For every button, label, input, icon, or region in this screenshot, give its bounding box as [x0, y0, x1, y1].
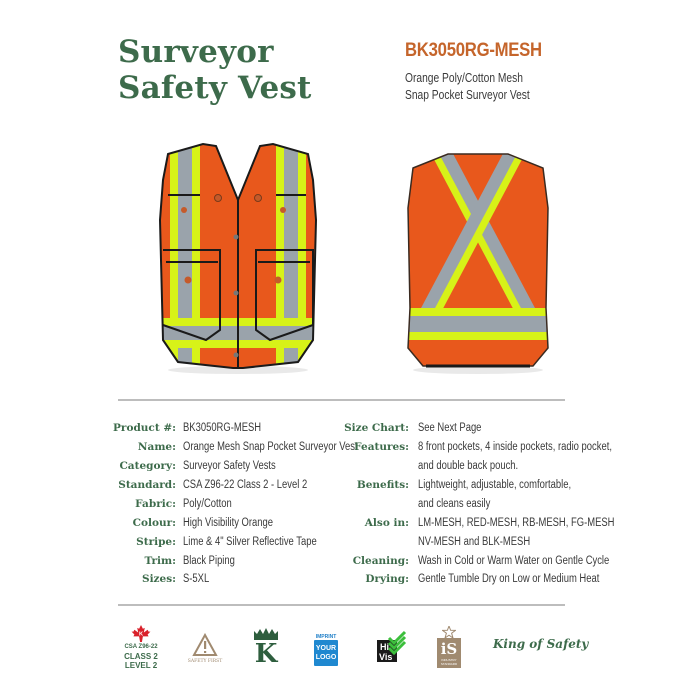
spec-value: S-5XL — [183, 573, 210, 585]
king-k-logo — [252, 626, 280, 670]
vest-front-image — [148, 140, 328, 375]
spec-label: Benefits: — [356, 479, 409, 491]
spec-value: Black Piping — [183, 555, 235, 567]
spec-value: and cleans easily — [418, 498, 491, 510]
csa-standard-text: CSA Z96-22 — [124, 644, 158, 650]
safety-first-text: SAFETY FIRST — [187, 658, 223, 664]
spec-value: Lightweight, adjustable, comfortable, — [418, 479, 572, 491]
spec-label: Size Chart: — [344, 422, 409, 434]
subtitle-line-1: Orange Poly/Cotton Mesh — [405, 71, 523, 85]
k-letter: K — [254, 639, 278, 669]
imprint-text: IMPRINT — [315, 634, 337, 640]
spec-value: See Next Page — [418, 422, 482, 434]
spec-label: Also in: — [364, 517, 409, 529]
spec-label: Colour: — [132, 517, 176, 529]
imprint-your-logo-badge — [313, 632, 339, 668]
spec-label: Category: — [119, 460, 176, 472]
section-divider-bottom — [118, 604, 565, 606]
safety-first-logo — [185, 628, 225, 668]
spec-value: High Visibility Orange — [183, 517, 273, 529]
spec-value: Surveyor Safety Vests — [183, 460, 276, 472]
spec-value: and double back pouch. — [418, 460, 519, 472]
spec-value: Orange Mesh Snap Pocket Surveyor Vest — [183, 441, 358, 453]
logo-text: LOGO — [315, 654, 337, 661]
your-text: YOUR — [315, 645, 337, 652]
hi-vis-logo — [375, 630, 407, 664]
page-title — [118, 34, 312, 106]
spec-value: BK3050RG-MESH — [183, 422, 262, 434]
spec-value: 8 front pockets, 4 inside pockets, radio pocket, — [418, 441, 612, 453]
is-text: iS — [440, 640, 458, 658]
imprint-box — [314, 640, 338, 666]
subtitle-line-2: Snap Pocket Surveyor Vest — [405, 88, 530, 102]
svg-text:Hi: Hi — [380, 642, 389, 652]
product-sku: BK3050RG-MESH — [405, 40, 542, 61]
spec-value: CSA Z96-22 Class 2 - Level 2 — [183, 479, 308, 491]
svg-text:Vis: Vis — [379, 652, 393, 662]
industry-standard-logo — [435, 623, 463, 671]
maple-leaf-icon — [131, 625, 151, 642]
spec-value: Lime & 4" Silver Reflective Tape — [183, 536, 317, 548]
spec-label: Product #: — [113, 422, 176, 434]
spec-value: Gentle Tumble Dry on Low or Medium Heat — [418, 573, 600, 585]
section-divider-top — [118, 399, 565, 401]
spec-value: Poly/Cotton — [183, 498, 232, 510]
spec-label: Features: — [354, 441, 409, 453]
title-line-1: Surveyor — [118, 34, 274, 70]
spec-value: NV-MESH and BLK-MESH — [418, 536, 531, 548]
warning-triangle-icon — [192, 633, 218, 657]
hi-vis-check-icon — [375, 630, 407, 664]
spec-value: Wash in Cold or Warm Water on Gentle Cycle — [418, 555, 610, 567]
svg-text:K: K — [138, 631, 144, 638]
spec-label: Cleaning: — [352, 555, 409, 567]
spec-label: Sizes: — [141, 573, 176, 585]
spec-label: Standard: — [118, 479, 176, 491]
spec-label: Name: — [137, 441, 176, 453]
star-icon — [442, 626, 456, 638]
industry-standard-text: INDUSTRY STANDARD — [440, 658, 458, 666]
industry-box — [437, 638, 461, 668]
spec-label: Fabric: — [135, 498, 176, 510]
spec-value: LM-MESH, RED-MESH, RB-MESH, FG-MESH — [418, 517, 615, 529]
brand-tagline: King of Safety — [493, 637, 589, 651]
csa-level-text: LEVEL 2 — [124, 661, 158, 670]
spec-label: Stripe: — [136, 536, 176, 548]
spec-label: Trim: — [144, 555, 176, 567]
csa-certification-logo — [122, 625, 160, 670]
title-line-2: Safety Vest — [118, 70, 312, 106]
vest-back-image — [398, 148, 558, 376]
csa-class-text: CLASS 2 — [124, 652, 158, 661]
spec-label: Drying: — [365, 573, 409, 585]
